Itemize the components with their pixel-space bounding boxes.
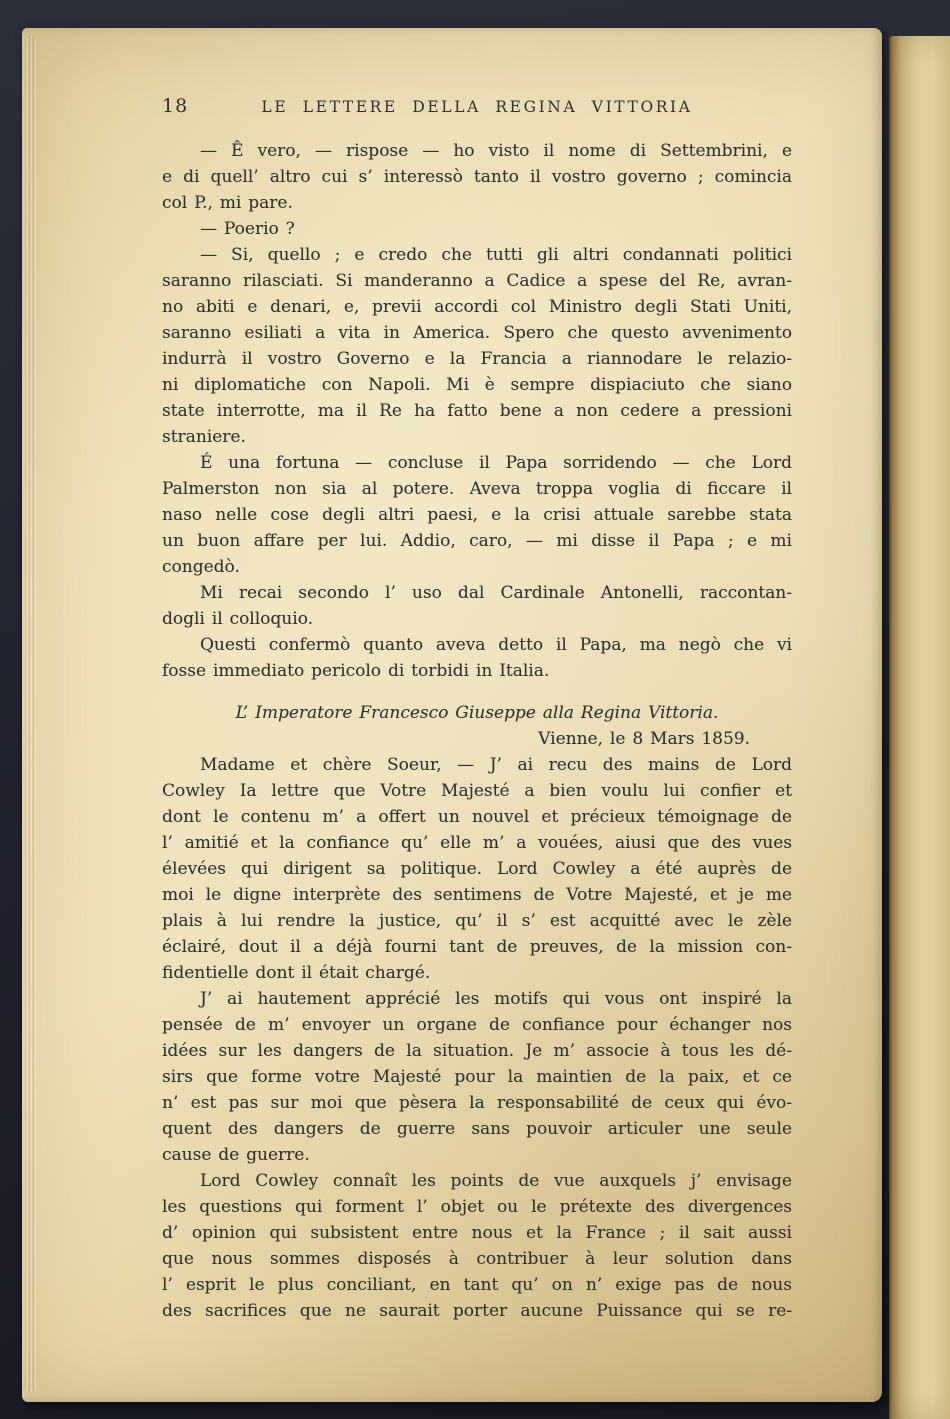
paragraph — [162, 986, 792, 1168]
text-line: élevées qui dirigent sa politique. Lord Cowley a été auprès de — [162, 859, 792, 879]
paragraph — [162, 632, 792, 684]
running-header — [162, 94, 792, 122]
paragraph — [162, 242, 792, 450]
running-title: LE LETTERE DELLA REGINA VITTORIA — [261, 98, 693, 116]
text-line: indurrà il vostro Governo e la Francia a riannodare le relazio- — [162, 349, 792, 369]
text-line: Questi confermò quanto aveva detto il Papa, ma negò che vi — [200, 635, 792, 655]
text-line: moi le digne interprète des sentimens de Votre Majesté, et je me — [162, 885, 792, 905]
letter-heading: L’ Imperatore Francesco Giuseppe alla Regina Vittoria. — [235, 703, 719, 723]
text-line: Cowley Ia lettre que Votre Majesté a bien voulu lui confier et — [162, 781, 792, 801]
text-line: É una fortuna — concluse il Papa sorridendo — che Lord — [200, 453, 792, 473]
paragraph — [162, 138, 792, 216]
text-line: state interrotte, ma il Re ha fatto bene a non cedere a pressioni — [162, 401, 792, 421]
page-body — [162, 138, 792, 1324]
paragraph — [162, 752, 792, 986]
text-line: dogli il colloquio. — [162, 609, 314, 629]
text-line: n’ est pas sur moi que pèsera la responsabilité de ceux qui évo- — [162, 1093, 792, 1113]
text-line: e di quell’ altro cui s’ interessò tanto il vostro governo ; comincia — [162, 167, 792, 187]
text-line: cause de guerre. — [162, 1145, 310, 1165]
text-line: naso nelle cose degli altri paesi, e la crisi attuale sarebbe stata — [162, 505, 792, 525]
text-line: straniere. — [162, 427, 246, 447]
text-line: quent des dangers de guerre sans pouvoir articuler une seule — [162, 1119, 792, 1139]
dialogue-section — [162, 138, 792, 684]
text-line: Palmerston non sia al potere. Aveva troppa voglia di ficcare il — [162, 479, 792, 499]
text-line: un buon affare per lui. Addio, caro, — mi disse il Papa ; e mi — [162, 531, 792, 551]
text-line: éclairé, dout il a déjà fourni tant de preuves, de la mission con- — [162, 937, 792, 957]
text-line: fosse immediato pericolo di torbidi in Italia. — [162, 661, 550, 681]
text-line: Mi recai secondo l’ uso dal Cardinale Antonelli, raccontan- — [200, 583, 792, 603]
text-line: Madame et chère Soeur, — J’ ai recu des mains de Lord — [200, 755, 792, 775]
text-line: sirs que forme votre Majesté pour la maintien de la paix, et ce — [162, 1067, 792, 1087]
text-line: idées sur les dangers de la situation. Je m’ associe à tous les dé- — [162, 1041, 792, 1061]
text-line: — Ê vero, — rispose — ho visto il nome di Settembrini, e — [200, 141, 792, 161]
text-line: d’ opinion qui subsistent entre nous et la France ; il sait aussi — [162, 1223, 792, 1243]
letter-dateline: Vienne, le 8 Mars 1859. — [538, 729, 750, 749]
text-line: J’ ai hautement apprécié les motifs qui vous ont inspiré la — [200, 989, 792, 1009]
text-line: dont le contenu m’ a offert un nouvel et précieux témoignage de — [162, 807, 792, 827]
text-line: l’ esprit le plus conciliant, en tant qu’ on n’ exige pas de nous — [162, 1275, 792, 1295]
paragraph — [162, 216, 792, 242]
text-line: que nous sommes disposés à contribuer à leur solution dans — [162, 1249, 792, 1269]
text-line: congedò. — [162, 557, 240, 577]
book-page — [22, 28, 882, 1402]
paragraph — [162, 1168, 792, 1324]
text-line: saranno esiliati a vita in America. Spero che questo avvenimento — [162, 323, 792, 343]
text-line: les questions qui forment l’ objet ou le prétexte des divergences — [162, 1197, 792, 1217]
text-line: — Si, quello ; e credo che tutti gli altri condannati politici — [200, 245, 792, 265]
text-line: pensée de m’ envoyer un organe de confiance pour échanger nos — [162, 1015, 792, 1035]
text-line: plais à lui rendre la justice, qu’ il s’ est acquitté avec le zèle — [162, 911, 792, 931]
text-line: des sacrifices que ne saurait porter aucune Puissance qui se re- — [162, 1301, 792, 1321]
text-line: col P., mi pare. — [162, 193, 293, 213]
text-line: saranno rilasciati. Si manderanno a Cadice a spese del Re, avran- — [162, 271, 792, 291]
text-line: fidentielle dont il était chargé. — [162, 963, 431, 983]
letter-section — [162, 752, 792, 1324]
text-line: — Poerio ? — [200, 219, 295, 239]
text-line: Lord Cowley connaît les points de vue auxquels j’ envisage — [200, 1171, 792, 1191]
page-number: 18 — [162, 95, 189, 117]
text-line: ni diplomatiche con Napoli. Mi è sempre dispiaciuto che siano — [162, 375, 792, 395]
text-line: no abiti e denari, e, previi accordi col Ministro degli Stati Uniti, — [162, 297, 792, 317]
text-line: l’ amitié et la confiance qu’ elle m’ a vouées, aiusi que des vues — [162, 833, 792, 853]
next-page-edge — [889, 36, 950, 1419]
paragraph — [162, 450, 792, 580]
paragraph — [162, 580, 792, 632]
